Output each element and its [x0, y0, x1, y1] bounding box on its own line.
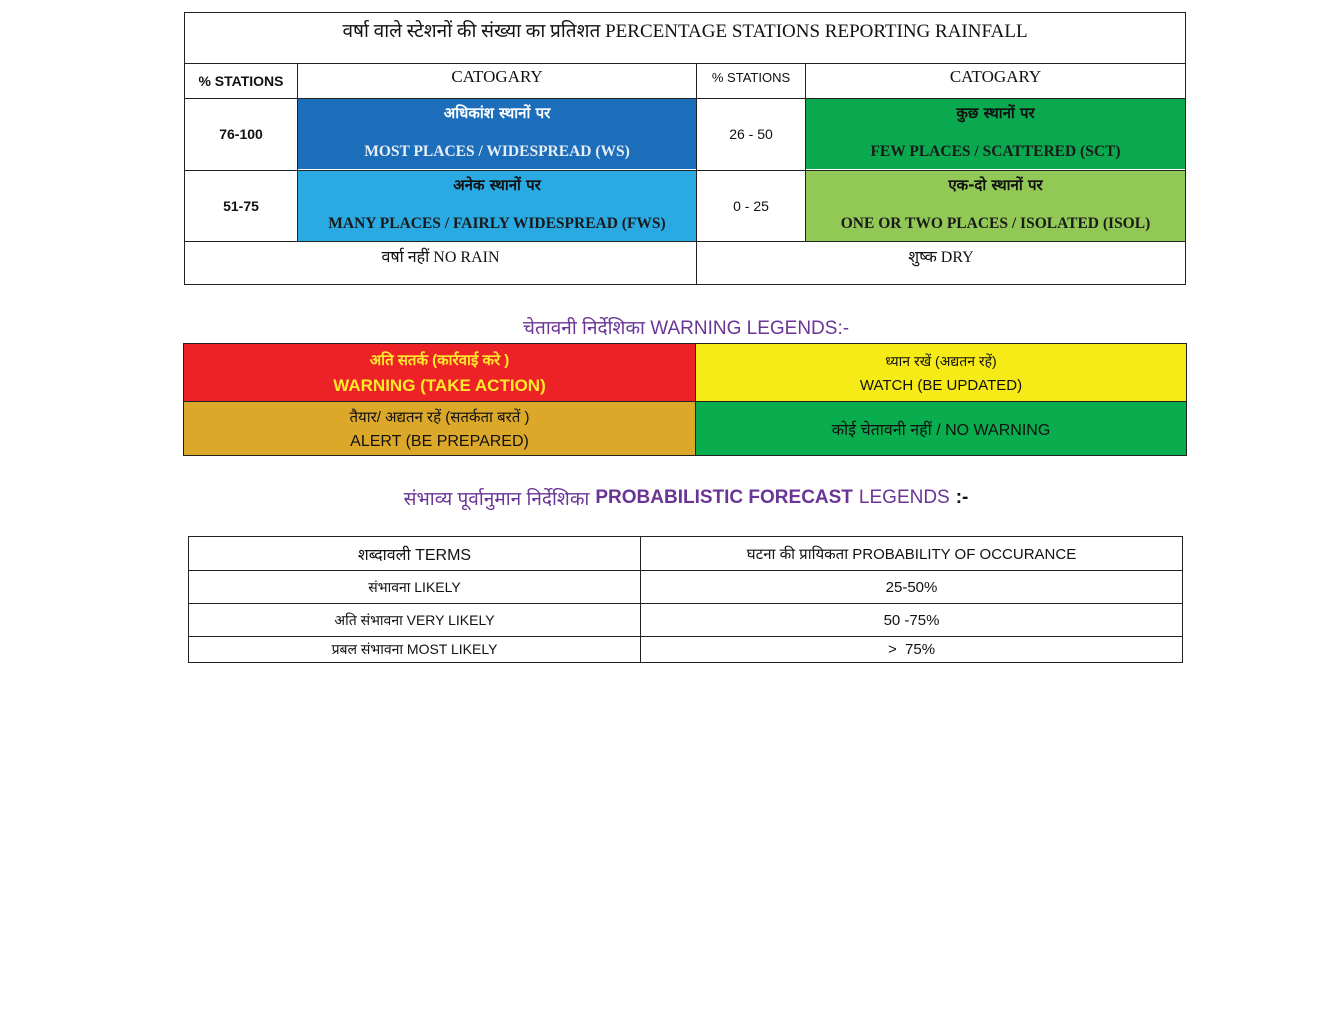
prob-title-bold: PROBABILISTIC FORECAST — [595, 487, 853, 508]
no-warning: कोई चेतावनी नहीं / NO WARNING — [696, 402, 1186, 455]
stations-76-100: 76-100 — [219, 126, 263, 142]
watch-be-updated — [696, 344, 1186, 401]
term-likely: संभावना LIKELY — [368, 578, 461, 595]
category-scattered — [806, 99, 1185, 169]
warning-hindi: अति सतर्क (कार्रवाई करे ) — [369, 351, 510, 369]
header-left-category: CATOGARY — [451, 67, 543, 86]
category-widespread — [298, 99, 696, 169]
term-most-likely: प्रबल संभावना MOST LIKELY — [331, 641, 498, 657]
category-fairly-widespread-english: MANY PLACES / FAIRLY WIDESPREAD (FWS) — [328, 215, 666, 232]
category-widespread-english: MOST PLACES / WIDESPREAD (WS) — [364, 143, 630, 160]
stations-0-25: 0 - 25 — [733, 198, 769, 214]
prob-title-suffix: :- — [955, 487, 969, 508]
warning-legend-table — [183, 343, 1187, 456]
prob-title-rest: LEGENDS — [858, 487, 950, 508]
warning-legend-title: चेतावनी निर्देशिका WARNING LEGENDS:- — [522, 318, 850, 339]
probability-table — [188, 536, 1183, 663]
header-right-stations: % STATIONS — [711, 69, 791, 85]
header-left-stations: % STATIONS — [198, 73, 284, 89]
watch-hindi: ध्यान रखें (अद्यतन रहें) — [885, 352, 997, 369]
category-scattered-hindi: कुछ स्थानों पर — [956, 104, 1035, 122]
header-terms: शब्दावली TERMS — [357, 546, 472, 564]
probability-most-likely: > 75% — [887, 641, 936, 658]
category-fairly-widespread-hindi: अनेक स्थानों पर — [453, 176, 541, 194]
watch-english: WATCH (BE UPDATED) — [859, 376, 1023, 394]
category-fairly-widespread — [298, 171, 696, 241]
rainfall-category-table — [184, 12, 1186, 285]
category-isolated — [806, 171, 1185, 241]
dry-label: शुष्क DRY — [908, 249, 974, 266]
probability-very-likely: 50 -75% — [883, 611, 940, 629]
term-very-likely: अति संभावना VERY LIKELY — [334, 611, 495, 628]
no-rain-label: वर्षा नहीं NO RAIN — [381, 249, 500, 266]
rainfall-table-title: वर्षा वाले स्टेशनों की संख्या का प्रतिशत PERCENTAGE STATIONS REPORTING RAINFALL — [342, 21, 1028, 42]
stations-26-50: 26 - 50 — [729, 126, 773, 142]
alert-english: ALERT (BE PREPARED) — [350, 432, 529, 450]
warning-english: WARNING (TAKE ACTION) — [333, 375, 546, 395]
stations-51-75: 51-75 — [223, 198, 259, 214]
probability-likely: 25-50% — [885, 578, 938, 596]
category-widespread-hindi: अधिकांश स्थानों पर — [443, 104, 551, 122]
alert-be-prepared — [184, 402, 695, 455]
category-scattered-english: FEW PLACES / SCATTERED (SCT) — [870, 143, 1121, 160]
header-probability: घटना की प्रायिकता PROBABILITY OF OCCURANCE — [746, 545, 1077, 563]
warning-take-action — [184, 344, 695, 401]
category-isolated-hindi: एक-दो स्थानों पर — [948, 176, 1043, 194]
probabilistic-legend-title — [184, 484, 1188, 512]
header-right-category: CATOGARY — [949, 67, 1042, 86]
category-isolated-english: ONE OR TWO PLACES / ISOLATED (ISOL) — [840, 215, 1151, 232]
prob-title-hindi: संभाव्य पूर्वानुमान निर्देशिका — [403, 489, 590, 510]
alert-hindi: तैयार/ अद्यतन रहें (सतर्कता बरतें ) — [349, 408, 530, 426]
